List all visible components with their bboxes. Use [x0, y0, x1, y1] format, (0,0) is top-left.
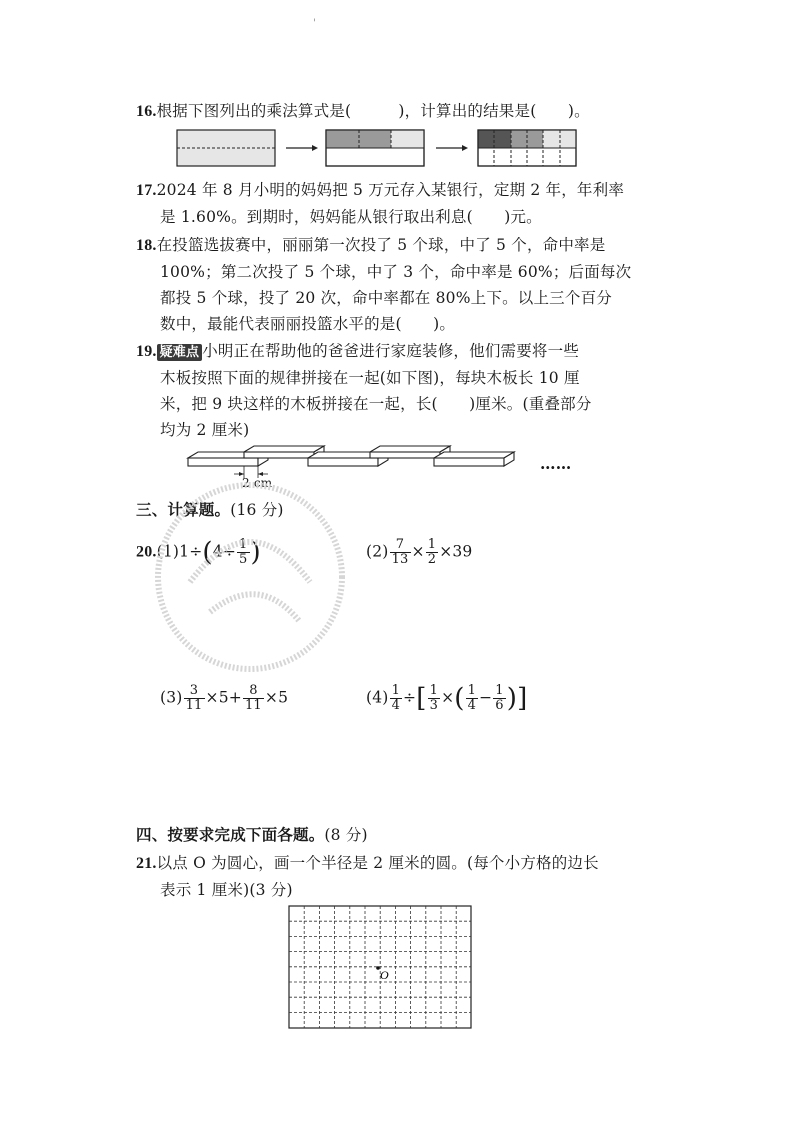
question-text: 2024 年 8 月小明的妈妈把 5 万元存入某银行，定期 2 年，年利率 [156, 181, 625, 199]
left-paren: ( [202, 537, 213, 568]
fraction: $\frac{1}{2}$ [427, 537, 437, 567]
fraction-bar-3 [478, 130, 576, 166]
difficulty-badge: 疑难点 [157, 344, 203, 361]
q16-figure [176, 128, 586, 170]
expression-text: ×39 [439, 542, 473, 561]
question-number: 21. [136, 855, 157, 872]
arrow-icon [286, 145, 318, 151]
question-19 [136, 341, 579, 363]
section-score: (16 分) [230, 501, 284, 519]
question-number: 16. [136, 103, 157, 120]
question-20-part-2 [366, 538, 473, 567]
fraction: $\frac{1}{3}$ [429, 683, 439, 713]
question-number: 20. [136, 543, 157, 561]
section-title: 三、计算题。 [136, 501, 231, 519]
part-label: (4) [366, 688, 389, 707]
left-bracket: [ [416, 683, 427, 714]
operator: ÷ [403, 688, 417, 707]
fraction-bar-2 [326, 130, 424, 166]
fraction: $\frac{1}{6}$ [495, 683, 504, 713]
question-text: 根据下图列出的乘法算式是( )，计算出的结果是( )。 [156, 102, 590, 120]
expression-text: ×5 [264, 688, 289, 707]
fraction: $\frac{7}{13}$ [391, 537, 409, 567]
part-label: (1) [156, 542, 180, 561]
part-label: (3) [160, 688, 183, 707]
expression-text: 4÷ [212, 542, 237, 561]
fraction: $\frac{8}{11}$ [244, 683, 262, 713]
right-paren: ) [250, 537, 261, 568]
grid-paper[interactable] [288, 905, 474, 1031]
center-label-o: O [380, 968, 389, 982]
question-21-line-2: 表示 1 厘米)(3 分) [160, 881, 293, 899]
right-bracket: ] [517, 683, 528, 714]
section-score: (8 分) [324, 826, 368, 844]
question-20-part-3 [160, 684, 288, 713]
question-19-line-3: 米，把 9 块这样的木板拼接在一起，长( )厘米。(重叠部分 [160, 395, 592, 413]
operator: × [441, 688, 455, 707]
operator: − [479, 688, 493, 707]
part-label: (2) [366, 542, 389, 561]
board [434, 452, 514, 466]
fraction-bar-1 [177, 130, 275, 166]
question-number: 19. [136, 343, 157, 360]
question-number: 17. [136, 182, 157, 199]
operator: × [411, 542, 425, 561]
question-18-line-2: 100%；第二次投了 5 个球，中了 3 个，命中率是 60%；后面每次 [160, 263, 632, 281]
fraction: $\frac{1}{4}$ [467, 683, 477, 713]
section-title: 四、按要求完成下面各题。 [136, 826, 325, 844]
question-18 [136, 235, 605, 256]
watermark-stamp [130, 462, 380, 682]
fraction: $\frac{1}{4}$ [391, 683, 401, 713]
overlap-label: 2 cm [242, 476, 273, 490]
question-17-line-2: 是 1.60%。到期时，妈妈能从银行取出利息( )元。 [160, 208, 542, 226]
top-mark: ' [313, 18, 316, 29]
fraction: $\frac{1}{5}$ [239, 537, 248, 567]
question-18-line-3: 都投 5 个球，投了 20 次，命中率都在 80%上下。以上三个百分 [160, 289, 612, 307]
question-text: 小明正在帮助他的爸爸进行家庭装修，他们需要将一些 [202, 342, 580, 360]
left-paren: ( [454, 683, 465, 714]
question-text: 在投篮选拔赛中，丽丽第一次投了 5 个球，中了 5 个，命中率是 [156, 236, 606, 254]
continuation-dots: …… [540, 454, 572, 473]
fraction: $\frac{3}{11}$ [185, 683, 203, 713]
question-19-line-4: 均为 2 厘米) [160, 421, 250, 439]
question-text: 以点 O 为圆心，画一个半径是 2 厘米的圆。(每个小方格的边长 [156, 854, 599, 872]
question-20-part-4 [366, 684, 527, 713]
question-21 [136, 853, 599, 874]
question-number: 18. [136, 237, 157, 254]
expression-text: ×5+ [205, 688, 242, 707]
expression-text: 1÷ [179, 542, 203, 561]
question-17 [136, 180, 624, 201]
question-18-line-4: 数中，最能代表丽丽投篮水平的是( )。 [160, 315, 456, 333]
question-19-line-2: 木板按照下面的规律拼接在一起(如下图)，每块木板长 10 厘 [160, 369, 580, 387]
right-paren: ) [506, 683, 518, 714]
arrow-icon [436, 145, 468, 151]
section-4-heading [136, 825, 368, 845]
question-16 [136, 101, 590, 122]
